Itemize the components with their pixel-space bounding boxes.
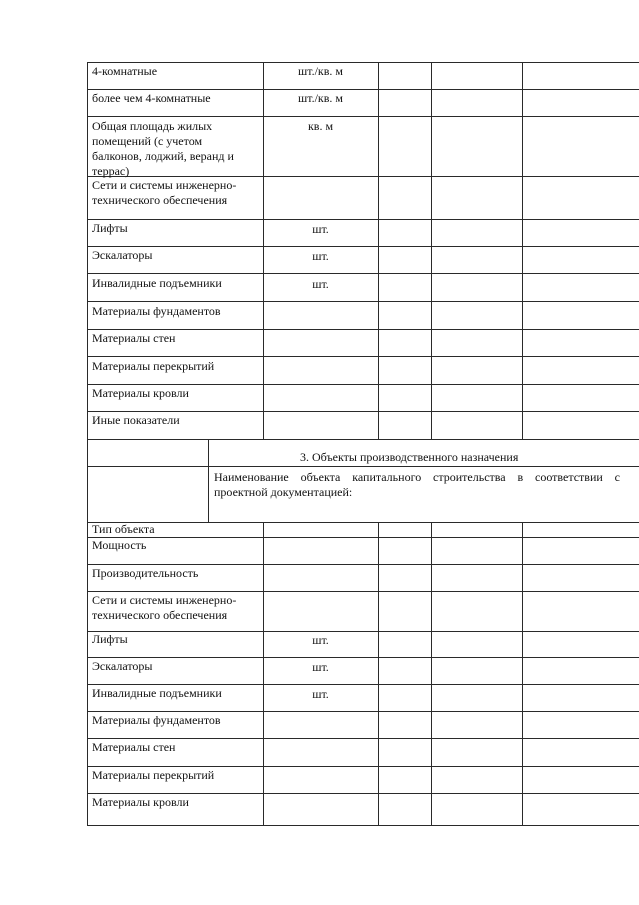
row-label: Лифты xyxy=(92,221,128,235)
row-unit: шт. xyxy=(312,249,329,263)
row-line xyxy=(87,825,639,826)
row-line xyxy=(87,384,639,385)
row-unit: шт. xyxy=(312,660,329,674)
row-unit: кв. м xyxy=(307,119,334,133)
row-label: Эскалаторы xyxy=(92,659,153,673)
row-label: Мощность xyxy=(92,538,147,552)
row-unit: шт. xyxy=(312,633,329,647)
row-label: Производительность xyxy=(92,566,199,580)
row-label: 4-комнатные xyxy=(92,64,158,78)
row-unit: шт. xyxy=(312,277,329,291)
row-label: Инвалидные подъемники xyxy=(92,686,222,700)
row-line xyxy=(87,411,639,412)
row-line xyxy=(87,657,639,658)
col-divider-project xyxy=(378,62,379,439)
row-label: Иные показатели xyxy=(92,413,180,427)
row-line xyxy=(87,793,639,794)
row-line xyxy=(87,591,639,592)
row-label: Материалы фундаментов xyxy=(92,713,221,727)
row-label: Инвалидные подъемники xyxy=(92,276,222,290)
col-divider-last xyxy=(522,62,523,439)
row-line xyxy=(87,631,639,632)
object-name-label: Наименование объекта капитального строительства в соответствии с проектной документацией: xyxy=(214,470,620,499)
col-divider-last xyxy=(522,522,523,825)
row-line xyxy=(87,537,639,538)
row-label: Материалы стен xyxy=(92,740,176,754)
row-line xyxy=(87,62,639,63)
col-divider-fact xyxy=(431,522,432,825)
row-line xyxy=(87,301,639,302)
row-label: Материалы кровли xyxy=(92,386,189,400)
row-line xyxy=(87,356,639,357)
row-label: Эскалаторы xyxy=(92,248,153,262)
row-label: Материалы стен xyxy=(92,331,176,345)
row-unit: шт./кв. м xyxy=(297,64,343,78)
row-line xyxy=(87,329,639,330)
row-label: Сети и системы инженерно-технического обеспечения xyxy=(92,593,237,622)
row-label: более чем 4-комнатные xyxy=(92,91,211,105)
row-unit: шт. xyxy=(312,687,329,701)
row-line xyxy=(87,738,639,739)
row-unit: шт./кв. м xyxy=(297,91,343,105)
row-label: Сети и системы инженерно-технического обеспечения xyxy=(92,178,237,207)
col-divider-fact xyxy=(431,62,432,439)
row-line xyxy=(87,766,639,767)
row-line xyxy=(87,684,639,685)
row-label: Лифты xyxy=(92,632,128,646)
section3-divider xyxy=(208,439,209,522)
section-heading: 3. Объекты производственного назначения xyxy=(300,450,519,464)
col-divider-project xyxy=(378,522,379,825)
row-line xyxy=(87,711,639,712)
row-unit: шт. xyxy=(312,222,329,236)
row-label: Материалы фундаментов xyxy=(92,304,221,318)
row-line xyxy=(87,116,639,117)
row-line xyxy=(87,564,639,565)
row-label: Материалы перекрытий xyxy=(92,359,215,373)
row-label: Общая площадь жилых помещений (с учетом балконов, лоджий, веранд и террас) xyxy=(92,119,234,178)
row-label: Тип объекта xyxy=(92,522,155,536)
row-line xyxy=(87,219,639,220)
row-label: Материалы перекрытий xyxy=(92,768,215,782)
row-line xyxy=(87,439,639,440)
row-line xyxy=(87,273,639,274)
row-line xyxy=(87,89,639,90)
row-label: Материалы кровли xyxy=(92,795,189,809)
row-line xyxy=(87,522,639,523)
row-line xyxy=(87,246,639,247)
row-line xyxy=(87,466,639,467)
